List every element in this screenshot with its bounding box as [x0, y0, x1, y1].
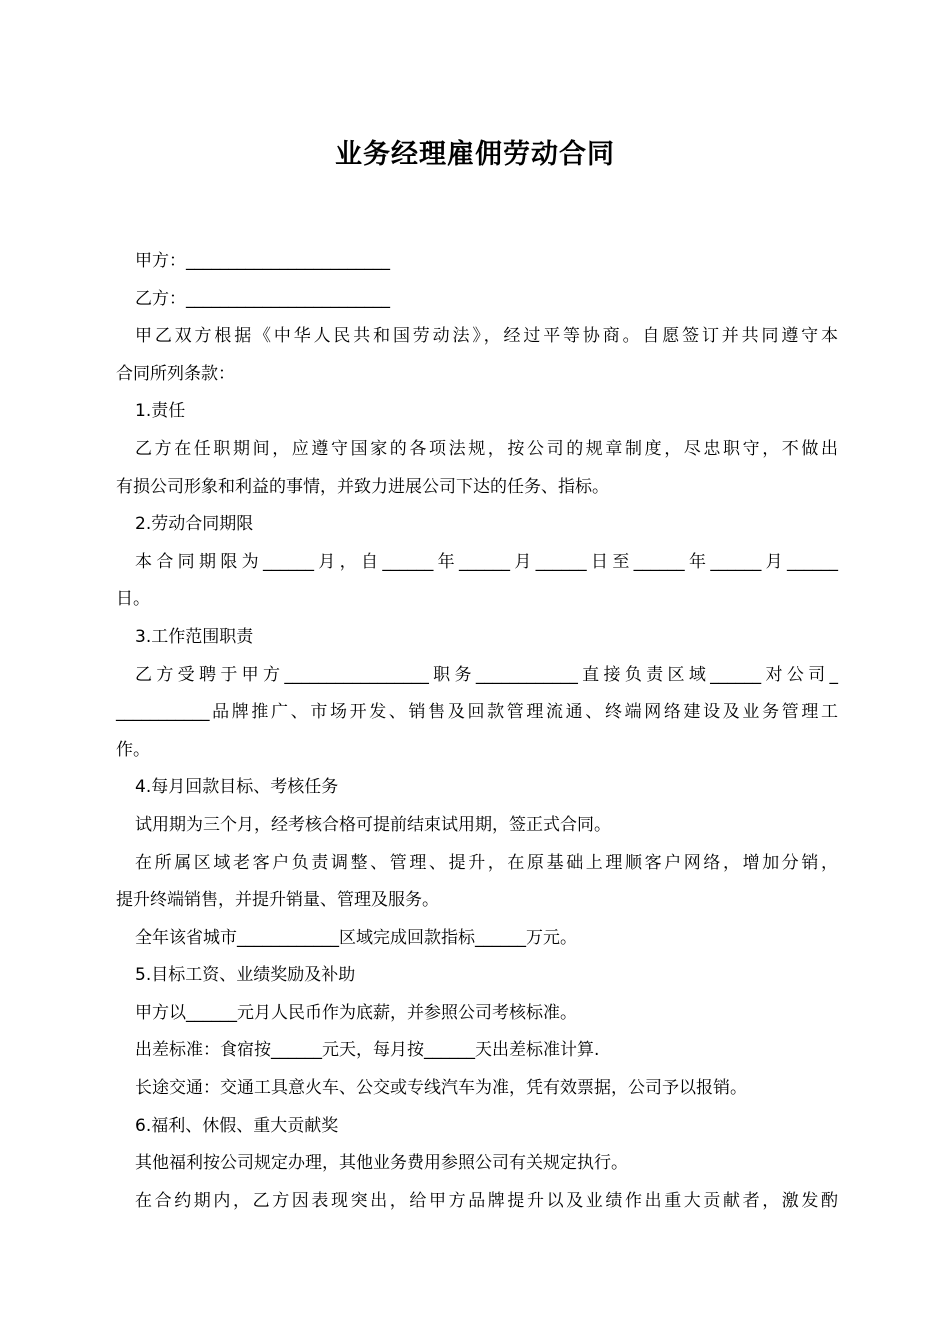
paragraph-line: 在合约期内，乙方因表现突出，给甲方品牌提升以及业绩作出重大贡献者，激发酌: [135, 1190, 838, 1211]
section-heading: 1.责任: [135, 401, 186, 422]
paragraph-line: 作。: [116, 739, 150, 760]
party-a-line: 甲方：________________________: [135, 251, 390, 271]
paragraph-line: ___________品牌推广、市场开发、销售及回款管理流通、终端网络建设及业务管理工: [116, 702, 838, 723]
paragraph-line: 全年该省城市____________区域完成回款指标______万元。: [135, 927, 577, 948]
section-heading: 2.劳动合同期限: [135, 514, 254, 535]
paragraph-line: 其他福利按公司规定办理，其他业务费用参照公司有关规定执行。: [135, 1153, 628, 1174]
party-b-line: 乙方：________________________: [135, 288, 390, 309]
paragraph-line: 试用期为三个月，经考核合格可提前结束试用期，签正式合同。: [135, 814, 611, 835]
paragraph-line: 长途交通：交通工具意火车、公交或专线汽车为准，凭有效票据，公司予以报销。: [135, 1078, 747, 1099]
paragraph-line: 有损公司形象和利益的事情，并致力进展公司下达的任务、指标。: [116, 476, 609, 497]
paragraph-line: 乙方在任职期间，应遵守国家的各项法规，按公司的规章制度，尽忠职守，不做出: [135, 438, 838, 459]
paragraph-line: 乙方受聘于甲方_________________职务____________直接负责区域______对公司_: [135, 664, 838, 685]
paragraph-line: 在所属区域老客户负责调整、管理、提升，在原基础上理顺客户网络，增加分销，: [135, 852, 838, 873]
paragraph-line: 日。: [116, 589, 150, 610]
paragraph-line: 本合同期限为______月，自______年______月______日至______年______月______: [135, 551, 838, 572]
section-heading: 5.目标工资、业绩奖励及补助: [135, 965, 356, 986]
section-heading: 4.每月回款目标、考核任务: [135, 777, 339, 798]
section-heading: 3.工作范围职责: [135, 626, 254, 647]
preamble-line: 合同所列条款：: [116, 363, 235, 384]
section-heading: 6.福利、休假、重大贡献奖: [135, 1115, 339, 1136]
paragraph-line: 甲方以______元月人民币作为底薪，并参照公司考核标准。: [135, 1002, 577, 1023]
paragraph-line: 出差标准：食宿按______元天，每月按______天出差标准计算.: [135, 1040, 600, 1061]
preamble-line: 甲乙双方根据《中华人民共和国劳动法》，经过平等协商。自愿签订并共同遵守本: [135, 326, 838, 347]
paragraph-line: 提升终端销售，并提升销量、管理及服务。: [116, 890, 439, 911]
document-body: [116, 243, 838, 1220]
document-title: 业务经理雇佣劳动合同: [335, 139, 615, 170]
